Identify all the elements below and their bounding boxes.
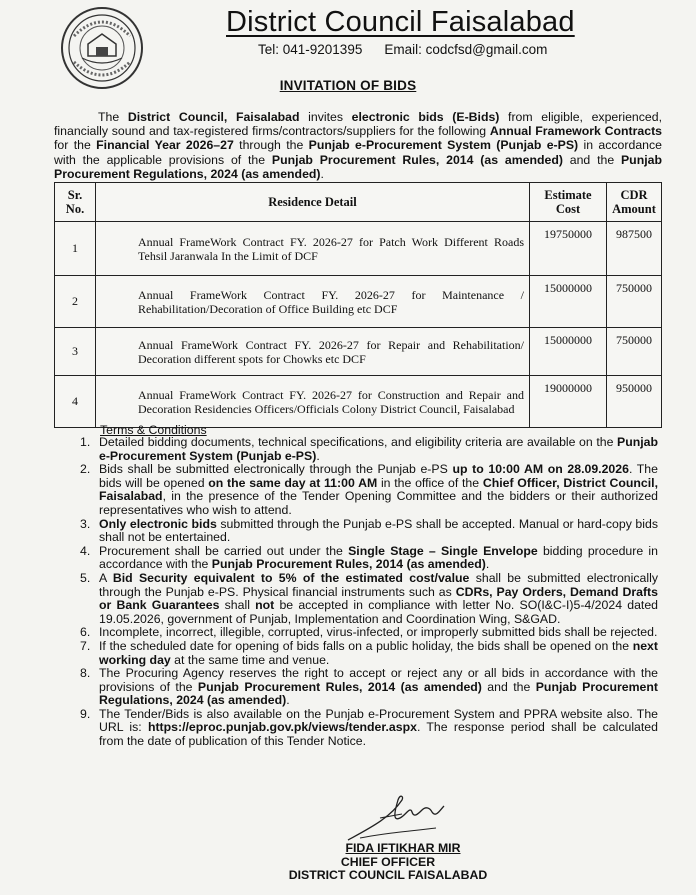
- cell-detail: Annual FrameWork Contract FY. 2026-27 for Repair and Rehabilitation/ Decoration different spots for Chowks etc DCF: [96, 328, 530, 376]
- cell-detail: Annual FrameWork Contract FY. 2026-27 for Patch Work Different Roads Tehsil Jaranwala In the Limit of DCF: [96, 222, 530, 276]
- cell-detail: Annual FrameWork Contract FY. 2026-27 for Construction and Repair and Decoration Residencies Officers/Officials Colony District Council, Faisalabad: [96, 376, 530, 428]
- email-address: Email: codcfsd@gmail.com: [384, 42, 548, 57]
- cell-estimate: 15000000: [530, 328, 607, 376]
- intro-paragraph: The District Council, Faisalabad invites electronic bids (E-Bids) from eligible, experienced, financially sound and tax-registered firms/contractors/suppliers for the following Annual Framework Contracts for the Financial Year 2026–27 through the Punjab e-Procurement System (Punjab e-PS) in accordance with the applicable provisions of the Punjab Procurement Rules, 2014 (as amended) and the Punjab Procurement Regulations, 2024 (as amended).: [54, 110, 662, 181]
- cell-estimate: 15000000: [530, 276, 607, 328]
- contact-line: [258, 42, 547, 58]
- list-item: 7. If the scheduled date for opening of bids falls on a public holiday, the bids shall be opened on the next working day at the same time and venue.: [80, 638, 658, 667]
- list-item: 1. Detailed bidding documents, technical specifications, and eligibility criteria are available on the Punjab e-Procurement System (Punjab e-PS).: [80, 435, 658, 463]
- signatory-office: DISTRICT COUNCIL FAISALABAD: [288, 868, 488, 882]
- cell-cdr: 750000: [607, 276, 662, 328]
- cell-estimate: 19000000: [530, 376, 607, 428]
- cell-sr: 1: [55, 222, 96, 276]
- list-item: 8. The Procuring Agency reserves the right to accept or reject any or all bids in accordance with the provisions of the Punjab Procurement Rules, 2014 (as amended) and the Punjab Procurement Regulations, 2024 (as amended).: [80, 666, 658, 708]
- page-title: District Council Faisalabad: [226, 6, 575, 38]
- cell-cdr: 950000: [607, 376, 662, 428]
- notice-heading: INVITATION OF BIDS: [279, 78, 417, 93]
- signature-icon: [340, 788, 450, 848]
- cell-estimate: 19750000: [530, 222, 607, 276]
- cell-sr: 2: [55, 276, 96, 328]
- terms-heading: Terms & Conditions: [100, 423, 207, 437]
- col-header-detail: Residence Detail: [96, 183, 530, 222]
- cell-sr: 4: [55, 376, 96, 428]
- table-header-row: [55, 183, 662, 222]
- signatory-name: FIDA IFTIKHAR MIR: [345, 841, 461, 855]
- col-header-sr: Sr. No.: [55, 183, 96, 222]
- table-row: [55, 276, 662, 328]
- col-header-cdr: CDR Amount: [607, 183, 662, 222]
- list-item: 5. A Bid Security equivalent to 5% of the estimated cost/value shall be submitted electronically through the Punjab e-PS. Physical financial instruments such as CDRs, Pay Orders, Demand Drafts or Bank Guarantees shall not be accepted in compliance with letter No. SO(I&C-I)5-4/2024 dated 19.05.2026, government of Punjab, Implementation and Coordination Wing, S&GAD.: [80, 570, 659, 626]
- cell-cdr: 987500: [607, 222, 662, 276]
- col-header-estimate: Estimate Cost: [530, 183, 607, 222]
- cell-detail: Annual FrameWork Contract FY. 2026-27 for Maintenance / Rehabilitation/Decoration of Office Building etc DCF: [96, 276, 530, 328]
- cell-sr: 3: [55, 328, 96, 376]
- cell-cdr: 750000: [607, 328, 662, 376]
- list-item: 9. The Tender/Bids is also available on the Punjab e-Procurement System and PPRA website also. The URL is: https://eproc.punjab.gov.pk/views/tender.aspx. The response period shall be calculated from the date of publication of this Tender Notice.: [80, 706, 658, 749]
- list-item: 2. Bids shall be submitted electronically through the Punjab e-PS up to 10:00 AM on 28.09.2026. The bids will be opened on the same day at 11:00 AM in the office of the Chief Officer, District Council, Faisalabad, in the presence of the Tender Opening Committee and the bidders or their authorized representatives who wish to attend.: [80, 462, 659, 517]
- table-row: [55, 376, 662, 428]
- signature-block: [268, 842, 508, 883]
- bids-table: [54, 182, 662, 428]
- telephone: Tel: 041-9201395: [258, 42, 363, 57]
- table-row: [55, 222, 662, 276]
- list-item: 6. Incomplete, incorrect, illegible, corrupted, virus-infected, or improperly submitted bids shall be rejected.: [80, 625, 658, 640]
- table-row: [55, 328, 662, 376]
- terms-list: [80, 436, 658, 749]
- list-item: 4. Procurement shall be carried out under the Single Stage – Single Envelope bidding procedure in accordance with the Punjab Procurement Rules, 2014 (as amended).: [80, 543, 658, 572]
- list-item: 3. Only electronic bids submitted through the Punjab e-PS shall be accepted. Manual or hard-copy bids shall not be entertained.: [80, 516, 658, 545]
- signatory-designation: CHIEF OFFICER: [340, 854, 436, 869]
